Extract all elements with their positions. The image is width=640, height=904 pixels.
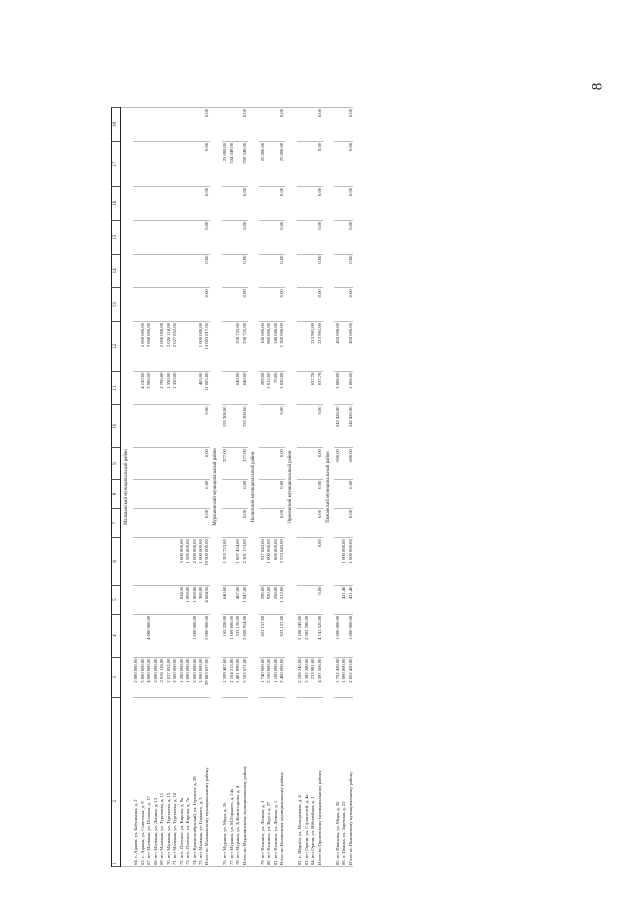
column-header: 10 xyxy=(112,405,121,448)
cell-value: 407,00 xyxy=(235,585,241,614)
cell-value: 242 420,00 xyxy=(347,405,353,448)
cell-value: 2 164 213,00 xyxy=(228,657,234,698)
section-title: Оричевский муниципальный район xyxy=(285,108,297,867)
cell-value: 0,00 xyxy=(204,405,210,448)
cell-value: 1 500 000,00 xyxy=(184,538,190,585)
cell-value: 1 350,00 xyxy=(165,371,171,405)
cell-value: 155 208,00 xyxy=(222,405,228,448)
cell-value: 0,00 xyxy=(204,254,210,288)
cell-value: 240 000,00 xyxy=(272,322,278,372)
cell-value: 1 000 000,00 xyxy=(191,614,197,657)
column-header: 4 xyxy=(112,614,121,657)
cell-value: 0,00 xyxy=(316,585,322,614)
column-header: 11 xyxy=(112,371,121,405)
cell-value: 0,00 xyxy=(279,108,285,142)
cell-value: 0,00 xyxy=(316,448,322,480)
cell-value: 0,00 xyxy=(241,220,247,254)
row-label: 81. пгт Нолинск, ул. Ленина, д. 1 xyxy=(272,698,278,867)
section-title: Мурашинский муниципальный район xyxy=(210,108,222,867)
cell-value: 421,40 xyxy=(340,585,346,614)
cell-value: 600,00 xyxy=(334,448,340,480)
row-label: 76. пгт Мураши, ул. Мира, д. 26 xyxy=(222,698,228,867)
cell-value: 2 108 245,00 xyxy=(297,614,303,657)
cell-value: 3 000 000,00 xyxy=(139,657,145,698)
cell-value: 0,00 xyxy=(347,288,353,322)
row-label: 64. с. Аджим, ул. Бабушкина, д. 2 xyxy=(133,698,139,867)
row-label: 79. пгт Нолинск, ул. Ленина, д. 3 xyxy=(259,698,265,867)
column-header: 3 xyxy=(112,657,121,698)
cell-value: 0,00 xyxy=(279,479,285,508)
cell-value: 640,00 xyxy=(235,371,241,405)
cell-value: 0,00 xyxy=(204,288,210,322)
cell-value: 640,00 xyxy=(222,585,228,614)
cell-value: 2 700,00 xyxy=(159,371,165,405)
cell-value: 2 301 173,00 xyxy=(241,538,247,585)
column-header: 9 xyxy=(112,448,121,480)
column-header: 15 xyxy=(112,220,121,254)
cell-value: 3 000 000,00 xyxy=(191,657,197,698)
cell-value: 623 157,00 xyxy=(279,614,285,657)
cell-value: 0,00 xyxy=(316,405,322,448)
row-label: 85. пгт Пижанка, ул. Мира, д. 26 xyxy=(334,698,340,867)
cell-value: 0,00 xyxy=(241,479,247,508)
cell-value: 0,00 xyxy=(316,538,322,585)
cell-value: 0,00 xyxy=(279,288,285,322)
cell-value: 920,00 xyxy=(266,585,272,614)
row-label: 82. с. Шараба, ул. Молодежная, д. 4 xyxy=(297,698,303,867)
cell-value: 0,00 xyxy=(316,108,322,142)
cell-value: 533 120,00 xyxy=(235,614,241,657)
cell-value: 2 108 245,00 xyxy=(297,657,303,698)
cell-value: 0,00 xyxy=(347,186,353,220)
cell-value: 0,00 xyxy=(279,186,285,220)
cell-value: 334 349,00 xyxy=(228,141,234,186)
cell-value: 4 597 506,00 xyxy=(316,657,322,698)
row-label: 86. п. Пижма, ул. Заречная, д. 22 xyxy=(340,698,346,867)
row-label: Итого по Пижанскому муниципальному району xyxy=(347,698,353,867)
cell-value: 3 000 000,00 xyxy=(197,657,203,698)
page-number: 8 xyxy=(589,82,606,91)
cell-value: 1 000 000,00 xyxy=(340,657,346,698)
row-label: 80. пгт Нолинск, ул. Курта, д. 27 xyxy=(266,698,272,867)
cell-value: 2 027 852,00 xyxy=(172,322,178,372)
cell-value: 0,00 xyxy=(241,288,247,322)
cell-value: 165 328,00 xyxy=(222,614,228,657)
column-header: 17 xyxy=(112,141,121,186)
cell-value: 1 401 899,00 xyxy=(235,657,241,698)
cell-value: 2 026 118,00 xyxy=(159,657,165,698)
cell-value: 0,00 xyxy=(316,508,322,537)
cell-value: 2 000 000,00 xyxy=(159,322,165,372)
cell-value: 1 000 000,00 xyxy=(334,614,340,657)
cell-value: 213 981,00 xyxy=(316,322,322,372)
cell-value: 5 165 571,00 xyxy=(241,657,247,698)
cell-value: 1 000 000,00 xyxy=(347,538,353,585)
cell-value: 4 000 000,00 xyxy=(146,614,152,657)
cell-value: 0,00 xyxy=(347,479,353,508)
cell-value: 834,56 xyxy=(178,585,184,614)
cell-value: 25 000,00 xyxy=(259,141,265,186)
cell-value: 2 382 280,00 xyxy=(303,657,309,698)
cell-value: 800 000,00 xyxy=(272,538,278,585)
cell-value: 1 300 000,00 xyxy=(279,322,285,372)
cell-value: 0,00 xyxy=(204,508,210,537)
cell-value: 0,00 xyxy=(204,108,210,142)
cell-value: 623 157,00 xyxy=(259,614,265,657)
cell-value: 0,00 xyxy=(241,186,247,220)
cell-value: 4 684,56 xyxy=(204,585,210,614)
cell-value: 19 500 000,00 xyxy=(204,538,210,585)
cell-value: 0,00 xyxy=(241,108,247,142)
cell-value: 250,00 xyxy=(272,585,278,614)
total-row xyxy=(347,108,353,867)
cell-value: 1 200 000,00 xyxy=(178,657,184,698)
data-table xyxy=(111,107,353,867)
cell-value: 1 169 666,00 xyxy=(228,614,234,657)
cell-value: 70,00 xyxy=(272,371,278,405)
cell-value: 960 000,00 xyxy=(266,322,272,372)
row-label: 67. пгт Малмыж, ул. Полевая, д. 17 xyxy=(146,698,152,867)
row-label: 78. пгт Мураши, ул. Х.Комиссарова, д. 4 xyxy=(235,698,241,867)
cell-value: 2 026 118,00 xyxy=(165,322,171,372)
row-label: 73. пос. Плоское, ул. Кирова, д. 7в xyxy=(184,698,190,867)
cell-value: 0,00 xyxy=(279,220,285,254)
cell-value: 1 020,00 xyxy=(279,371,285,405)
cell-value: 4 741 525,00 xyxy=(316,614,322,657)
cell-value: 242 420,00 xyxy=(334,405,340,448)
cell-value: 0,00 xyxy=(279,405,285,448)
cell-value: 450 000,00 xyxy=(334,322,340,372)
cell-value: 0,00 xyxy=(316,288,322,322)
cell-value: 450 000,00 xyxy=(347,322,353,372)
column-header xyxy=(112,698,121,867)
row-label: 70. пгт Малмыж, ул. Тургенева, д. 13 xyxy=(165,698,171,867)
cell-value: 4 150,00 xyxy=(139,371,145,405)
row-label: Итого по Мурашинскому муниципальному району xyxy=(241,698,247,867)
cell-value: 1 512,00 xyxy=(279,585,285,614)
cell-value: 29 883 837,00 xyxy=(204,657,210,698)
section-heading-row xyxy=(210,108,222,867)
column-header: 18 xyxy=(112,108,121,142)
cell-value: 917 843,00 xyxy=(259,538,265,585)
cell-value: 0,00 xyxy=(316,220,322,254)
row-label: 69. пгт Малмыж, ул. Тургенева, д. 11 xyxy=(159,698,165,867)
cell-value: 2 852 420,00 xyxy=(347,657,353,698)
cell-value: 11 005,00 xyxy=(204,371,210,405)
column-header: 13 xyxy=(112,288,121,322)
cell-value: 637,78 xyxy=(316,371,322,405)
cell-value: 2 572 843,00 xyxy=(279,538,285,585)
row-label: 75. пгт Малмыж, ул. Горького, д. 3 xyxy=(197,698,203,867)
row-label: 72. пос. Плоское, ул. Кирова, д. 9а xyxy=(178,698,184,867)
cell-value: 405,00 xyxy=(197,371,203,405)
cell-value: 100 000,00 xyxy=(259,322,265,372)
cell-value: 1 012,00 xyxy=(266,371,272,405)
section-heading-row xyxy=(285,108,297,867)
cell-value: 1 000 000,00 xyxy=(184,657,190,698)
rotated-table-sheet xyxy=(111,107,531,867)
row-label: 74. пгт Красноктябрьский, ул. Горького, д. 28 xyxy=(191,698,197,867)
cell-value: 1 000 000,00 xyxy=(347,614,353,657)
cell-value: 1 000 000,00 xyxy=(197,538,203,585)
cell-value: 1 000,00 xyxy=(184,585,190,614)
row-label: 77. пгт Мураши, ул. М.Горького, д. 14а xyxy=(228,698,234,867)
cell-value: 0,00 xyxy=(316,479,322,508)
cell-value: 0,00 xyxy=(279,254,285,288)
cell-value: 3 000,00 xyxy=(146,371,152,405)
cell-value: 1 203 723,00 xyxy=(222,538,228,585)
cell-value: 1 740 000,00 xyxy=(259,657,265,698)
cell-value: 359 349,00 xyxy=(241,141,247,186)
row-label: 84. пгт Оричи, ул. Юбилейная, д. 1 xyxy=(310,698,316,867)
cell-value: 213 981,00 xyxy=(310,657,316,698)
column-header: 7 xyxy=(112,508,121,537)
row-label: Итого по Нолинскому муниципальному району xyxy=(279,698,285,867)
cell-value: 377,00 xyxy=(241,448,247,480)
cell-value: 0,00 xyxy=(241,254,247,288)
cell-value: 1 752 420,00 xyxy=(334,657,340,698)
cell-value: 213 981,00 xyxy=(310,322,316,372)
section-title: Пижанский муниципальный район xyxy=(323,108,335,867)
cell-value: 0,00 xyxy=(316,141,322,186)
cell-value: 640,00 xyxy=(241,371,247,405)
column-header: 6 xyxy=(112,538,121,585)
cell-value: 1 350,00 xyxy=(172,371,178,405)
cell-value: 421,40 xyxy=(347,585,353,614)
cell-value: 209,00 xyxy=(259,371,265,405)
cell-value: 0,00 xyxy=(347,141,353,186)
cell-value: 13 063 817,00 xyxy=(204,322,210,372)
column-number: 2 xyxy=(113,800,119,803)
section-title: Нолинский муниципальный район xyxy=(248,108,260,867)
cell-value: 1 100 000,00 xyxy=(272,657,278,698)
cell-value: 25 000,00 xyxy=(279,141,285,186)
cell-value: 0,00 xyxy=(204,141,210,186)
cell-value: 0,00 xyxy=(204,220,210,254)
cell-value: 1 008,00 xyxy=(334,371,340,405)
section-title: Малмыжский муниципальный район xyxy=(121,108,133,867)
cell-value: 377,00 xyxy=(222,448,228,480)
section-heading-row xyxy=(323,108,335,867)
cell-value: 238 725,00 xyxy=(235,322,241,372)
cell-value: 3 000 000,00 xyxy=(152,657,158,698)
cell-value: 300,00 xyxy=(197,585,203,614)
cell-value: 4 000 000,00 xyxy=(146,657,152,698)
cell-value: 1 000 000,00 xyxy=(340,538,346,585)
cell-value: 0,00 xyxy=(347,108,353,142)
row-label: 83. пгт Оричи, ул. Строителей, д. 4а xyxy=(303,698,309,867)
cell-value: 0,00 xyxy=(241,508,247,537)
cell-value: 2 000 000,00 xyxy=(191,538,197,585)
cell-value: 0,00 xyxy=(316,186,322,220)
cell-value: 0,00 xyxy=(347,220,353,254)
column-header: 16 xyxy=(112,186,121,220)
column-header: 12 xyxy=(112,322,121,372)
row-label: Итого по Малмыжскому муниципальному району xyxy=(204,698,210,867)
cell-value: 3 000 000,00 xyxy=(178,538,184,585)
cell-value: 0,00 xyxy=(204,448,210,480)
cell-value: 0,00 xyxy=(204,479,210,508)
cell-value: 0,00 xyxy=(204,186,210,220)
row-label: 68. пгт Малмыж, ул. Ленина, д. 13 xyxy=(152,698,158,867)
cell-value: 5 000 000,00 xyxy=(204,614,210,657)
cell-value: 155 208,00 xyxy=(241,405,247,448)
section-heading-row xyxy=(248,108,260,867)
row-label: 65. с. Аджим, ул. Советская, д. 9 xyxy=(139,698,145,867)
header-row xyxy=(112,108,121,867)
cell-value: 1 599 487,00 xyxy=(222,657,228,698)
cell-value: 1 007 454,00 xyxy=(235,538,241,585)
cell-value: 1 000 000,00 xyxy=(197,322,203,372)
cell-value: 2 160 000,00 xyxy=(266,657,272,698)
cell-value: 1 000,00 xyxy=(191,585,197,614)
column-header: 8 xyxy=(112,479,121,508)
cell-value: 0,00 xyxy=(279,448,285,480)
cell-value: 238 725,00 xyxy=(241,322,247,372)
cell-value: 3 500 000,00 xyxy=(172,657,178,698)
cell-value: 1 047,00 xyxy=(241,585,247,614)
cell-value: 2 000 000,00 xyxy=(139,322,145,372)
section-heading-row xyxy=(121,108,133,867)
cell-value: 2 027 852,00 xyxy=(165,657,171,698)
cell-value: 0,00 xyxy=(347,508,353,537)
cell-value: 1 008,00 xyxy=(347,371,353,405)
column-number: 1 xyxy=(113,862,119,865)
cell-value: 290,00 xyxy=(259,585,265,614)
cell-value: 2 058 914,00 xyxy=(241,614,247,657)
cell-value: 0,00 xyxy=(316,254,322,288)
row-label: Итого по Оричевскому муниципальному району xyxy=(316,698,322,867)
row-label: 71. пгт Малмыж, ул. Тургенева, д. 18 xyxy=(172,698,178,867)
cell-value: 0,00 xyxy=(347,254,353,288)
cell-value: 0,00 xyxy=(279,508,285,537)
cell-value: 3 000 000,00 xyxy=(146,322,152,372)
cell-value: 2 000 000,00 xyxy=(133,657,139,698)
cell-value: 1 000 000,00 xyxy=(266,538,272,585)
cell-value: 600,00 xyxy=(347,448,353,480)
cell-value: 637,78 xyxy=(310,371,316,405)
cell-value: 2 382 280,00 xyxy=(303,614,309,657)
cell-value: 2 400 000,00 xyxy=(279,657,285,698)
column-header: 14 xyxy=(112,254,121,288)
table-body xyxy=(121,108,354,867)
column-header: 5 xyxy=(112,585,121,614)
cell-value: 25 000,00 xyxy=(222,141,228,186)
